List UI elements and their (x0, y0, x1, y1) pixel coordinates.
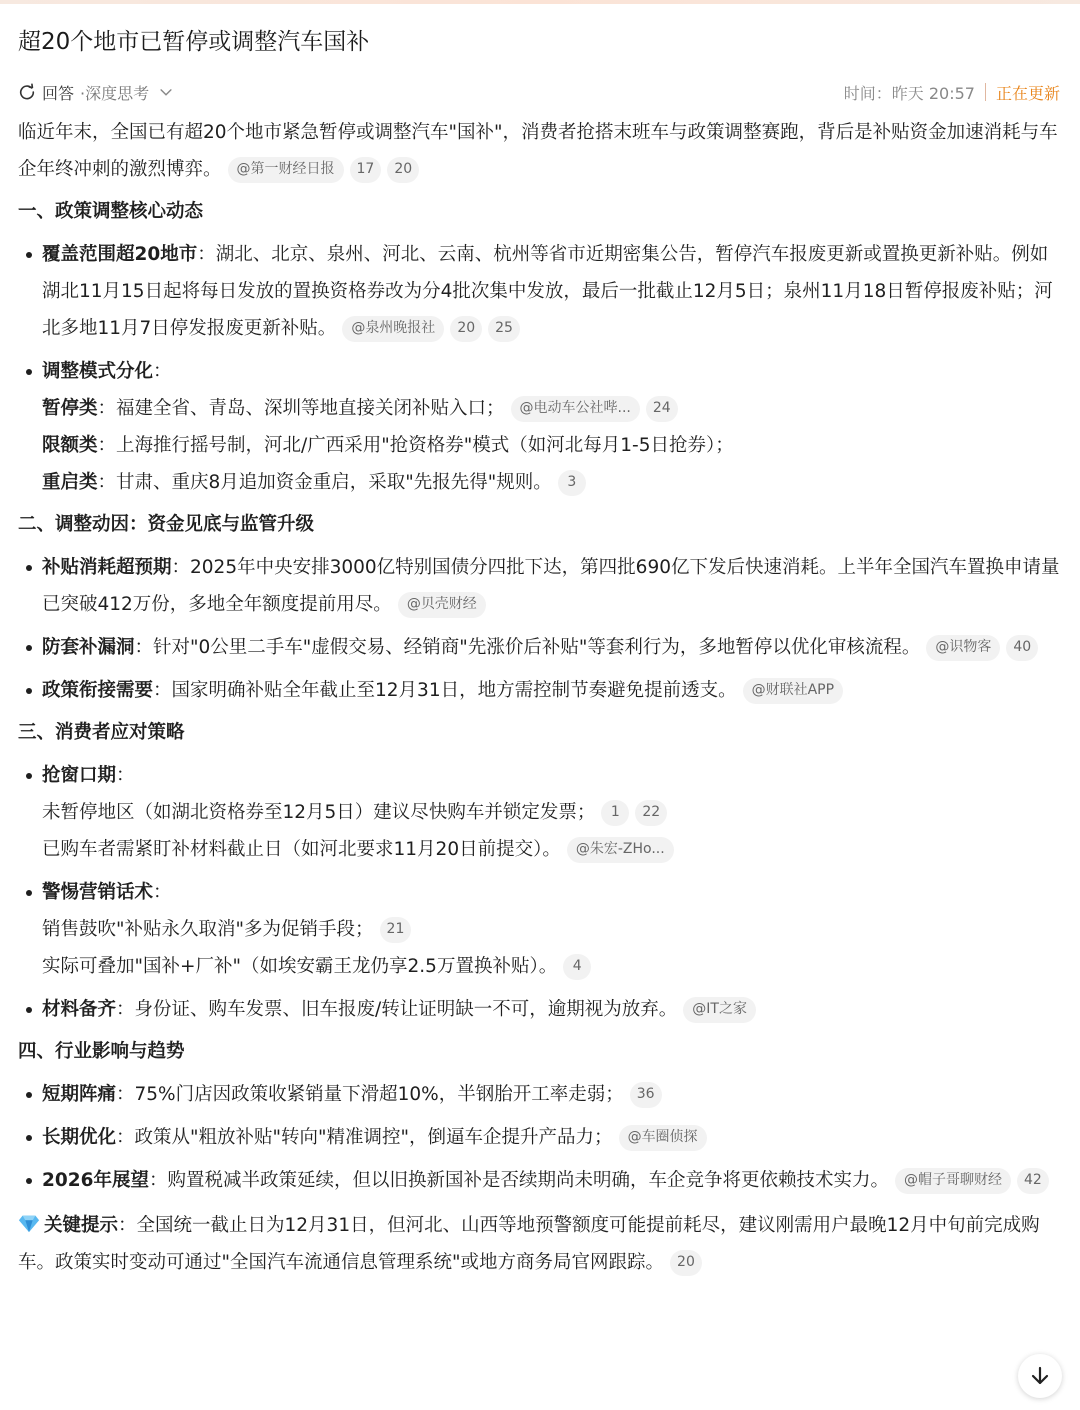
ref-chip[interactable]: 1 (601, 800, 629, 826)
arrow-down-icon (1029, 1365, 1051, 1387)
sub-line (42, 427, 1060, 464)
source-chip[interactable]: @IT之家 (683, 997, 756, 1023)
sub-text: 已购车者需紧盯补材料截止日（如河北要求11月20日前提交）。 (42, 839, 561, 860)
sub-line (42, 948, 1060, 985)
update-info (844, 81, 1060, 104)
source-chip[interactable]: @贝壳财经 (398, 592, 486, 618)
section-2-list (18, 549, 1060, 709)
status-badge: 正在更新 (995, 83, 1060, 103)
sub-text: 销售鼓吹"补贴永久取消"多为促销手段； (42, 919, 374, 940)
source-chip[interactable]: @第一财经日报 (228, 157, 344, 183)
item-label: 长期优化 (42, 1127, 117, 1148)
list-item (18, 672, 1060, 709)
source-chip[interactable]: @车圈侦探 (619, 1125, 707, 1151)
ref-chip[interactable]: 42 (1017, 1168, 1049, 1194)
ref-chip[interactable]: 36 (630, 1082, 662, 1108)
sub-line (42, 911, 1060, 948)
answer-mode-selector[interactable] (18, 81, 173, 104)
gem-icon (18, 1212, 40, 1234)
top-gradient-bar (0, 0, 1080, 4)
section-heading-3: 三、消费者应对策略 (18, 722, 185, 743)
ref-chip[interactable]: 24 (646, 396, 678, 422)
item-text: ：政策从"粗放补贴"转向"精准调控"，倒逼车企提升产品力； (116, 1127, 613, 1148)
list-item (18, 629, 1060, 666)
source-chip[interactable]: @财联社APP (743, 678, 843, 704)
source-chip[interactable]: @朱宏-ZHo... (567, 837, 674, 863)
meta-divider (985, 83, 986, 101)
ref-chip[interactable]: 22 (635, 800, 667, 826)
section-3-list (18, 757, 1060, 1028)
item-text: ：75%门店因政策收紧销量下滑超10%，半钢胎开工率走弱； (116, 1084, 624, 1105)
scroll-to-bottom-button[interactable] (1018, 1354, 1062, 1398)
ref-chip[interactable]: 40 (1006, 635, 1038, 661)
item-colon: ： (153, 361, 172, 382)
answer-page (0, 26, 1080, 1281)
sub-line (42, 390, 1060, 427)
item-colon: ： (153, 882, 172, 903)
ref-chip[interactable]: 4 (563, 954, 591, 980)
item-label: 政策衔接需要 (42, 680, 154, 701)
page-title: 超20个地市已暂停或调整汽车国补 (18, 29, 370, 55)
item-text: ：2025年中央安排3000亿特别国债分四批下达，第四批690亿下发后快速消耗。上半年全国汽车置换申请量已突破412万份，多地全年额度提前用尽。 (42, 557, 1060, 615)
item-label: 防套补漏洞 (42, 637, 135, 658)
ref-chip[interactable]: 20 (450, 316, 482, 342)
sub-line (42, 464, 1060, 501)
sub-text: ：上海推行摇号制，河北/广西采用"抢资格券"模式（如河北每月1-5日抢券）； (97, 435, 734, 456)
intro-paragraph (18, 114, 1060, 188)
sub-text: ：福建全省、青岛、深圳等地直接关闭补贴入口； (97, 398, 505, 419)
item-text: ：身份证、购车发票、旧车报废/转让证明缺一不可，逾期视为放弃。 (116, 999, 678, 1020)
item-label: 短期阵痛 (42, 1084, 117, 1105)
list-item (18, 236, 1060, 347)
sub-label: 限额类 (42, 435, 98, 456)
meta-bar (18, 78, 1060, 106)
answer-content (18, 114, 1060, 1281)
sub-text: ：甘肃、重庆8月追加资金重启，采取"先报先得"规则。 (97, 472, 552, 493)
ref-chip[interactable]: 20 (387, 157, 419, 183)
ref-chip[interactable]: 17 (350, 157, 382, 183)
answer-mode-sub: ·深度思考 (80, 83, 150, 103)
tip-text: ：全国统一截止日为12月31日，但河北、山西等地预警额度可能提前耗尽，建议刚需用户最晚12月中旬前完成购车。政策实时变动可通过"全国汽车流通信息管理系统"或地方商务局官网跟踪。 (18, 1215, 1040, 1273)
intro-text: 临近年末，全国已有超20个地市紧急暂停或调整汽车"国补"，消费者抢搭末班车与政策调整赛跑，背后是补贴资金加速消耗与车企年终冲刺的激烈博弈。 (18, 122, 1058, 180)
section-heading-4: 四、行业影响与趋势 (18, 1041, 185, 1062)
item-label: 抢窗口期 (42, 765, 117, 786)
answer-mode-label: 回答 (42, 83, 75, 103)
source-chip[interactable]: @泉州晚报社 (342, 316, 444, 342)
source-chip[interactable]: @识物客 (926, 635, 1000, 661)
refresh-answer-icon (18, 83, 36, 101)
item-label: 材料备齐 (42, 999, 117, 1020)
item-text: ：针对"0公里二手车"虚假交易、经销商"先涨价后补贴"等套利行为，多地暂停以优化审核流程。 (134, 637, 921, 658)
item-label: 警惕营销话术 (42, 882, 154, 903)
list-item (18, 991, 1060, 1028)
time-info (844, 81, 975, 104)
list-item (18, 353, 1060, 501)
ref-chip[interactable]: 25 (488, 316, 520, 342)
item-colon: ： (116, 765, 135, 786)
item-text: ：湖北、北京、泉州、河北、云南、杭州等省市近期密集公告，暂停汽车报废更新或置换更新补贴。例如湖北11月15日起将每日发放的置换资格券改为分4批次集中发放，最后一批截止12月5日；泉州11月18日暂停报废补贴；河北多地11月7日停发报废更新补贴。 (42, 244, 1053, 339)
item-label: 2026年展望 (42, 1170, 149, 1191)
tip-label: 关键提示 (44, 1215, 119, 1236)
key-tip (18, 1207, 1060, 1281)
sub-label: 重启类 (42, 472, 98, 493)
ref-chip[interactable]: 3 (558, 470, 586, 496)
item-label: 补贴消耗超预期 (42, 557, 172, 578)
section-heading-1: 一、政策调整核心动态 (18, 201, 204, 222)
ref-chip[interactable]: 20 (670, 1250, 702, 1276)
item-text: ：购置税减半政策延续，但以旧换新国补是否续期尚未明确，车企竞争将更依赖技术实力。 (149, 1170, 890, 1191)
source-chip[interactable]: @帽子哥聊财经 (895, 1168, 1011, 1194)
item-text: ：国家明确补贴全年截止至12月31日，地方需控制节奏避免提前透支。 (153, 680, 737, 701)
section-heading-2: 二、调整动因：资金见底与监管升级 (18, 514, 315, 535)
list-item (18, 549, 1060, 623)
list-item (18, 1119, 1060, 1156)
sub-label: 暂停类 (42, 398, 98, 419)
chevron-down-icon (159, 85, 173, 99)
time-label: 时间： (843, 83, 892, 103)
list-item (18, 757, 1060, 868)
time-value: 昨天 20:57 (891, 83, 975, 103)
sub-text: 未暂停地区（如湖北资格券至12月5日）建议尽快购车并锁定发票； (42, 802, 596, 823)
sub-line (42, 794, 1060, 831)
section-1-list (18, 236, 1060, 501)
section-4-list (18, 1076, 1060, 1199)
list-item (18, 1162, 1060, 1199)
sub-line (42, 831, 1060, 868)
list-item (18, 874, 1060, 985)
list-item (18, 1076, 1060, 1113)
ref-chip[interactable]: 21 (380, 917, 412, 943)
item-label: 调整模式分化 (42, 361, 154, 382)
sub-text: 实际可叠加"国补+厂补"（如埃安霸王龙仍享2.5万置换补贴）。 (42, 956, 558, 977)
item-label: 覆盖范围超20地市 (42, 244, 198, 265)
source-chip[interactable]: @电动车公社哔... (511, 396, 640, 422)
